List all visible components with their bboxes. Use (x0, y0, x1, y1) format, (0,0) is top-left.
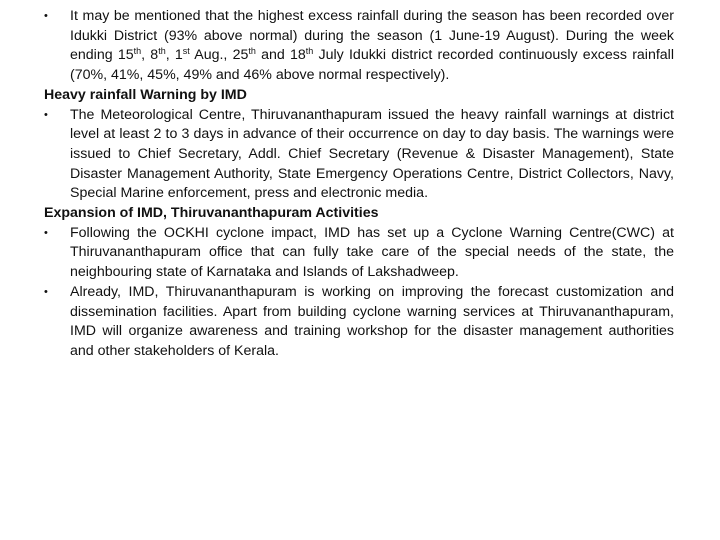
bullet-icon: • (44, 108, 48, 121)
ordinal-suffix: st (182, 46, 190, 57)
slide-content (44, 7, 674, 362)
bullet-icon: • (44, 226, 48, 239)
bullet-forecast-customization (44, 283, 674, 362)
bullet-text: Following the OCKHI cyclone impact, IMD has set up a Cyclone Warning Centre(CWC) at Thiruvananthapuram office that can fully take care of the special needs of the state, the neighbouring state of Karnataka and Islands of Lakshadweep. (70, 224, 674, 281)
bullet-text-part: July Idukki district recorded continuously excess rainfall (70%, 41%, 45%, 49% and 46% above normal respectively). (70, 47, 674, 84)
bullet-text-part: It may be mentioned that the highest excess rainfall during the season has been recorded over Idukki District (93% above normal) during the season (1 June-19 August). During the week ending 15 (70, 8, 674, 64)
heading-heavy-rainfall-warning: Heavy rainfall Warning by IMD (44, 86, 247, 103)
ordinal-suffix: th (158, 46, 166, 57)
bullet-text-part: , 8 (141, 47, 159, 64)
ordinal-suffix: th (305, 46, 314, 57)
bullet-idukki-rainfall (44, 7, 674, 86)
bullet-text-part: Aug., 25 (189, 47, 249, 64)
bullet-warnings-issued (44, 106, 674, 205)
bullet-text: The Meteorological Centre, Thiruvananthapuram issued the heavy rainfall warnings at district level at least 2 to 3 days in advance of their occurrence on day to day basis. The warnings were issued to Chief Secretary, Addl. Chief Secretary (Revenue & Disaster Management), State Disaster Management Authority, State Emergency Operations Centre, District Collectors, Navy, Special Marine enforcement, press and electronic media. (70, 106, 674, 202)
ordinal-suffix: th (248, 46, 256, 57)
ordinal-suffix: th (133, 46, 142, 57)
bullet-text-part: , 1 (165, 47, 183, 64)
bullet-text: Already, IMD, Thiruvananthapuram is working on improving the forecast customization and dissemination facilities. Apart from building cyclone warning services at Thiruvananthapuram, IMD will organize awareness and training workshop for the disaster management authorities and other stakeholders of Kerala. (70, 283, 674, 359)
heading-expansion-of-imd: Expansion of IMD, Thiruvananthapuram Activities (44, 205, 379, 222)
bullet-cyclone-warning-centre (44, 224, 674, 283)
bullet-text-part: and 18 (255, 47, 306, 64)
bullet-icon: • (44, 285, 48, 298)
bullet-icon: • (44, 10, 48, 22)
